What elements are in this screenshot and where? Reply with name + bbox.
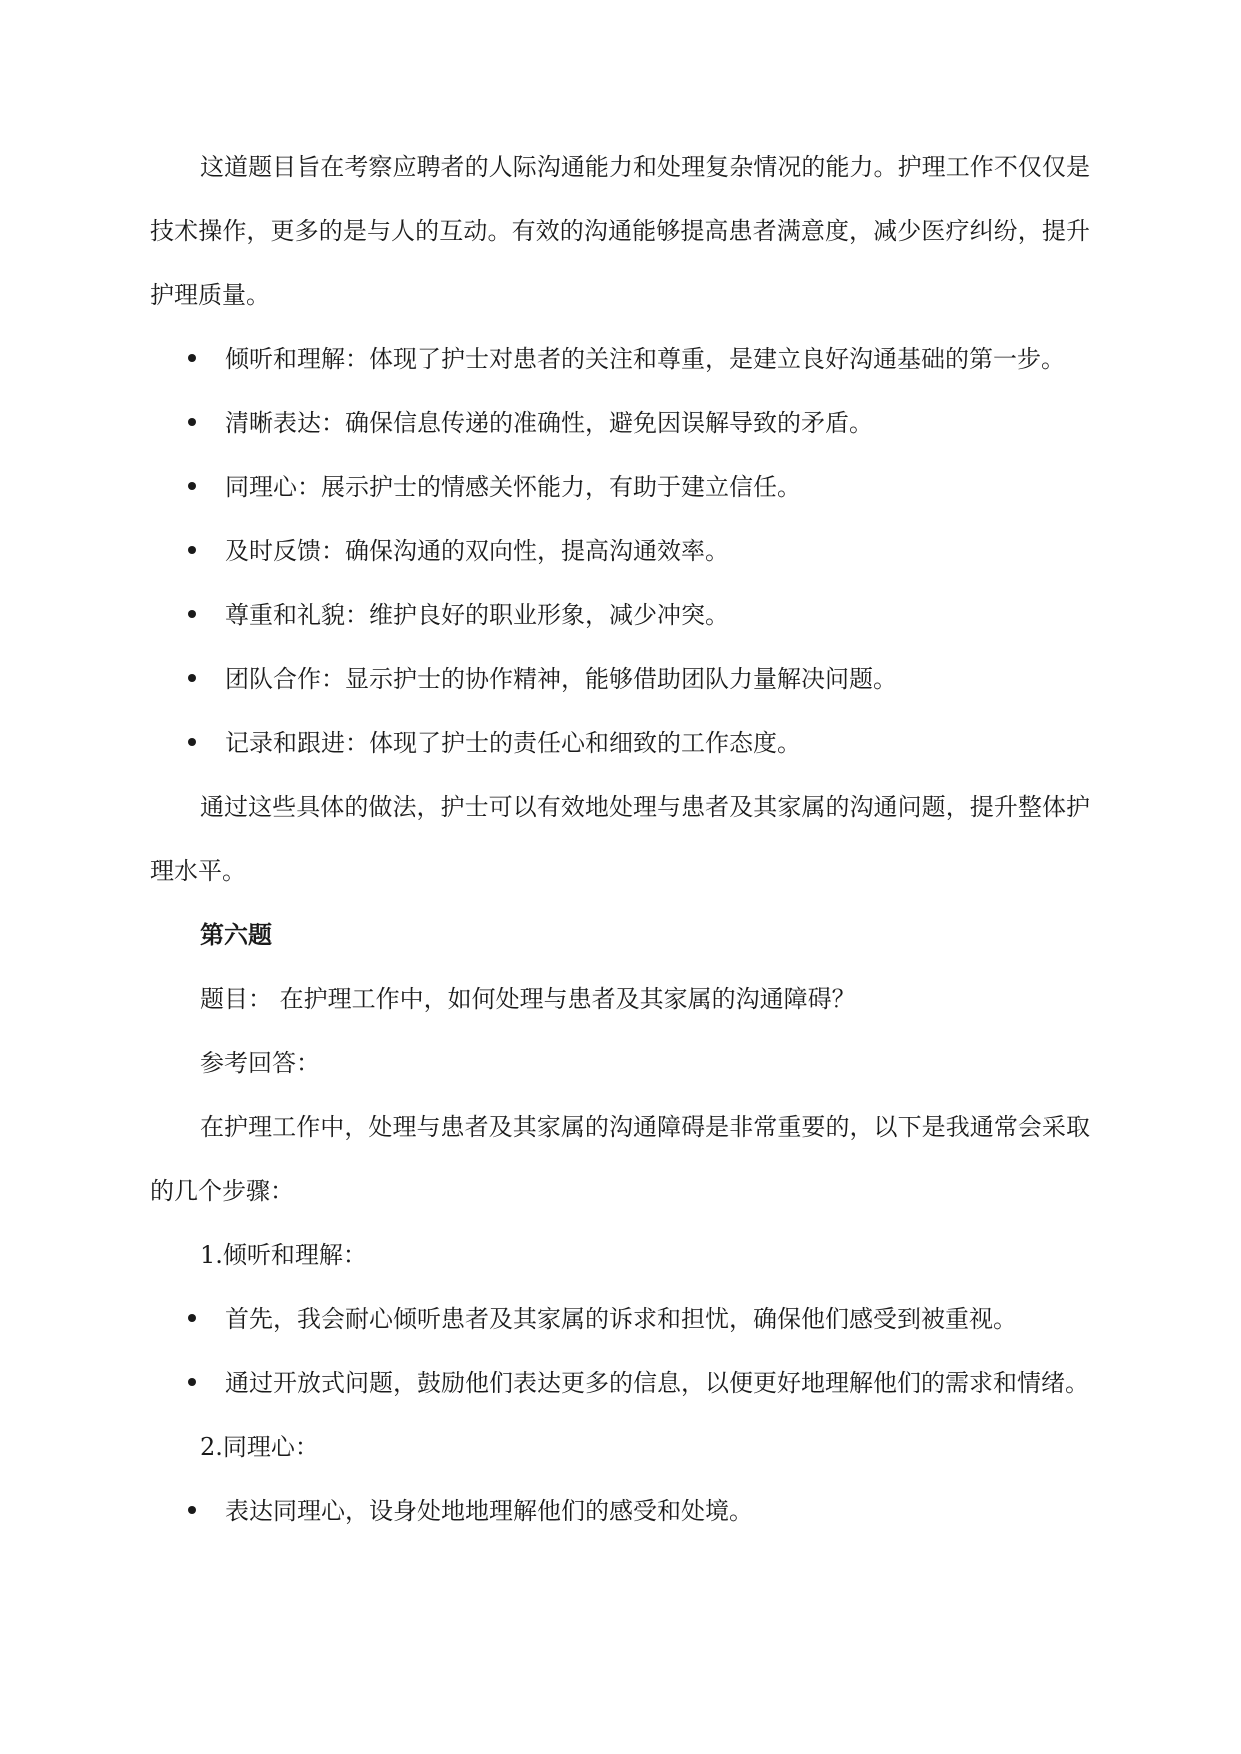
list-item: 倾听和理解：体现了护士对患者的关注和尊重，是建立良好沟通基础的第一步。 xyxy=(150,327,1090,391)
bullet-icon xyxy=(188,546,196,554)
summary-paragraph: 通过这些具体的做法，护士可以有效地处理与患者及其家属的沟通问题，提升整体护理水平。 xyxy=(150,793,1090,885)
bullet-icon xyxy=(188,610,196,618)
intro-paragraph: 这道题目旨在考察应聘者的人际沟通能力和处理复杂情况的能力。护理工作不仅仅是技术操作，更多的是与人的互动。有效的沟通能够提高患者满意度，减少医疗纠纷，提升护理质量。 xyxy=(150,153,1090,309)
list-item: 首先，我会耐心倾听患者及其家属的诉求和担忧，确保他们感受到被重视。 xyxy=(150,1287,1090,1351)
step2-title: 2.同理心： xyxy=(200,1433,319,1461)
list-item: 尊重和礼貌：维护良好的职业形象，减少冲突。 xyxy=(150,583,1090,647)
list-item: 通过开放式问题，鼓励他们表达更多的信息，以便更好地理解他们的需求和情绪。 xyxy=(150,1351,1090,1415)
list-item: 记录和跟进：体现了护士的责任心和细致的工作态度。 xyxy=(150,711,1090,775)
question-line: 题目： 在护理工作中，如何处理与患者及其家属的沟通障碍？ xyxy=(200,985,856,1013)
bullet-icon xyxy=(188,1506,196,1514)
bullet-icon xyxy=(188,418,196,426)
bullet-icon xyxy=(188,674,196,682)
bullet-icon xyxy=(188,1378,196,1386)
step2-bullet-list xyxy=(150,1479,1090,1543)
step1-title: 1.倾听和理解： xyxy=(200,1241,367,1269)
list-item: 及时反馈：确保沟通的双向性，提高沟通效率。 xyxy=(150,519,1090,583)
bullet-icon xyxy=(188,354,196,362)
answer-label: 参考回答： xyxy=(200,1049,320,1077)
list-item: 表达同理心，设身处地地理解他们的感受和处境。 xyxy=(150,1479,1090,1543)
analysis-bullet-list xyxy=(150,327,1090,775)
list-item: 同理心：展示护士的情感关怀能力，有助于建立信任。 xyxy=(150,455,1090,519)
bullet-icon xyxy=(188,1314,196,1322)
bullet-icon xyxy=(188,738,196,746)
list-item: 清晰表达：确保信息传递的准确性，避免因误解导致的矛盾。 xyxy=(150,391,1090,455)
bullet-icon xyxy=(188,482,196,490)
list-item: 团队合作：显示护士的协作精神，能够借助团队力量解决问题。 xyxy=(150,647,1090,711)
step1-bullet-list xyxy=(150,1287,1090,1415)
document-page xyxy=(150,135,1090,1543)
answer-intro-paragraph: 在护理工作中，处理与患者及其家属的沟通障碍是非常重要的，以下是我通常会采取的几个步骤： xyxy=(150,1113,1090,1205)
question-heading: 第六题 xyxy=(200,920,272,949)
